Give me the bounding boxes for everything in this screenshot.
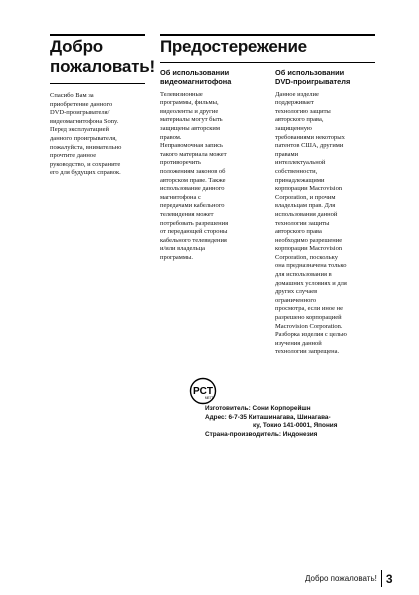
warning-top-rule	[160, 34, 375, 36]
warning-divider	[160, 62, 375, 63]
pct-mark-subtext: ME77	[204, 396, 214, 400]
welcome-divider	[50, 83, 145, 84]
page-number: 3	[385, 571, 393, 586]
manufacturer-address-cont: ку, Токио 141-0001, Япония	[253, 422, 338, 430]
manufacturer-country: Страна-производитель: Индонезия	[205, 431, 318, 439]
vcr-notice	[160, 69, 260, 357]
page-footer	[305, 570, 393, 587]
vcr-notice-heading: Об использовании видеомагнитофона	[160, 68, 232, 86]
manufacturer-address: Адрес: 6-7-35 Киташинагава, Шинагава-	[205, 413, 331, 421]
manufacturer-name: Изготовитель: Сони Корпорейшн	[205, 405, 311, 412]
footer-divider	[381, 570, 382, 587]
dvd-notice-text: Данное изделие поддерживает технологию защиты авторского права, защищенную требованиями некоторых патентов США, другими правами интеллектуальной собственности, принадлежащими корпорации Macrovision Corporation, и прочим владельцам прав. Для использования данной технологии защиты авторского права необходимо разрешение корпорации Macrovision Corporation, поскольку она предназначена только для использования в домашних условиях и для других случаев ограниченного просмотра, если иное не разрешено корпорацией Macrovision Corporation. Разборка изделия с целью изучения данной технологии запрещена.	[275, 90, 347, 356]
warning-section	[160, 34, 375, 357]
welcome-top-rule	[50, 34, 145, 36]
pct-certification-mark-icon	[188, 376, 218, 406]
welcome-title-line2: пожаловать!	[50, 57, 156, 76]
vcr-notice-text: Телевизионные программы, фильмы, видеоленты и другие материалы могут быть защищены авторским правом. Неправомочная запись такого материала может противоречить положениям законов об авторском праве. Также использование данного магнитофона с передачами кабельного телевидения может потребовать разрешения от передающей стороны кабельного телевидения и/или владельца программы.	[160, 90, 229, 261]
dvd-notice-heading: Об использовании DVD-проигрывателя	[275, 68, 351, 86]
welcome-title-line1: Добро	[50, 37, 103, 56]
warning-subsections	[160, 69, 375, 357]
welcome-title	[50, 37, 156, 77]
warning-title: Предостережение	[160, 37, 307, 56]
footer-section-label: Добро пожаловать!	[305, 574, 377, 583]
dvd-notice	[275, 69, 375, 357]
welcome-section	[50, 34, 156, 178]
pct-mark-text: PCT	[193, 386, 213, 397]
manufacturer-info	[205, 405, 380, 440]
welcome-intro-text: Спасибо Вам за приобретение данного DVD-проигрывателя/ видеомагнитофона Sony. Перед эксплуатацией данного проигрывателя, пожалуйста, внимательно прочтите данное руководство, и сохраните его для будущих справок.	[50, 92, 122, 177]
